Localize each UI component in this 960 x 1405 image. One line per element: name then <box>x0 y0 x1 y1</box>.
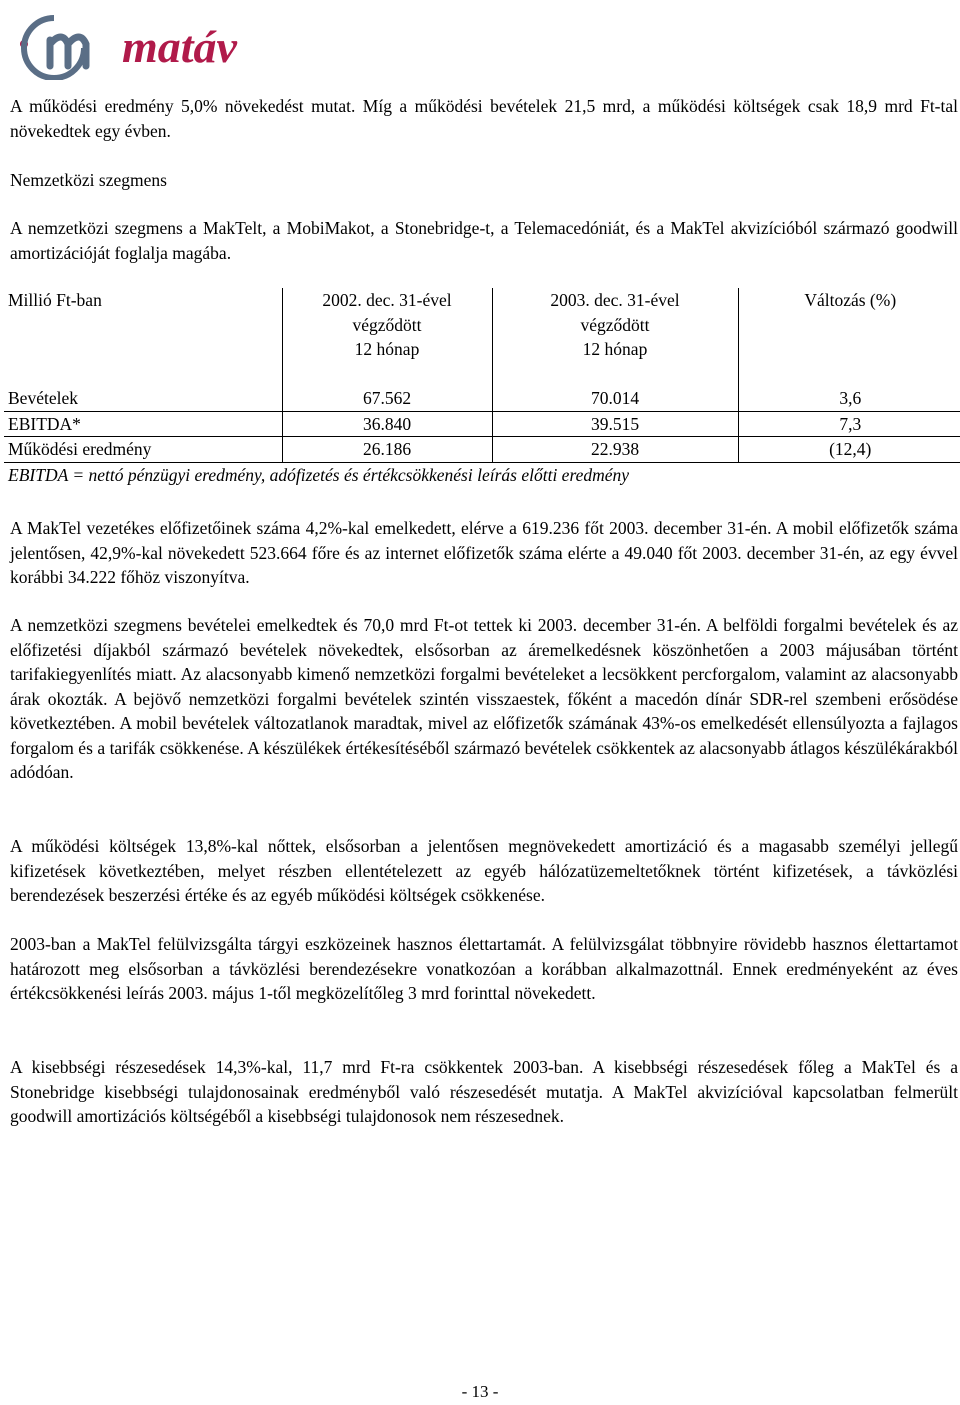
table-row <box>4 437 960 463</box>
header-2003-line1: 2003. dec. 31-ével <box>550 290 680 310</box>
row-2003: 22.938 <box>492 437 738 463</box>
minority-paragraph: A kisebbségi részesedések 14,3%-kal, 11,7 mrd Ft-ra csökkentek 2003-ban. A kisebbségi részesedések főleg a MakTel és a Stonebridge kisebbségi tulajdonosainak eredményből való részesedését mutatja. A MakTel akvizícióval kapcsolatban felmerült goodwill amortizációs költségéből a kisebbségi tulajdonosok nem részesednek. <box>10 1057 958 1126</box>
revenue-paragraph: A nemzetközi szegmens bevételei emelkedtek és 70,0 mrd Ft-ot tettek ki 2003. december 31-én. A belföldi forgalmi bevételek és az előfizetési díjakból származó bevételek növekedtek, elsősorban az áremelkedésnek köszönhetően a 2003 májusában történt tarifakiegyenlítés miatt. Az alacsonyabb kimenő nemzetközi forgalmi bevételeket a lecsökkent percforgalom, valamint az alacsonyabb árak okozták. A bejövő nemzetközi forgalmi bevételek szintén visszaestek, főként a macedón dínár SDR-rel szembeni erősödése következtében. A mobil bevételek változatlanok maradtak, mivel az előfizetők számának 43%-os emelkedését ellensúlyozta a fajlagos forgalom és a tarifák csökkenése. A készülékek értékesítéséből származó bevételek csökkentek az alacsonyabb átlagos készülékárakból adódóan. <box>10 615 958 782</box>
page-number: - 13 - <box>461 1382 499 1401</box>
row-2002: 26.186 <box>282 437 492 463</box>
header-2002-line2: végződött <box>352 314 422 335</box>
row-2003: 70.014 <box>492 386 738 411</box>
header-2002-line3: 12 hónap <box>354 339 420 359</box>
table-row <box>4 386 960 411</box>
header-2002 <box>282 288 492 362</box>
matav-logo <box>10 4 280 80</box>
table-header-row <box>4 288 960 362</box>
intro-paragraph: A működési eredmény 5,0% növekedést mutat. Míg a működési bevételek 21,5 mrd, a működési költségek csak 18,9 mrd Ft-tal növekedtek egy évben. <box>10 96 958 141</box>
header-2003-line3: 12 hónap <box>582 339 648 359</box>
costs-paragraph: A működési költségek 13,8%-kal nőttek, elsősorban a jelentősen megnövekedett amortizáció és a magasabb személyi jellegű kifizetések következtében, melyet részben ellentételezett az egyéb hálózatüzemeltetőknek történt kifizetések, a távközlési berendezések beszerzési értéke és az egyéb működési költségek csökkenése. <box>10 836 958 905</box>
header-2003-line2: végződött <box>580 314 650 335</box>
row-label: EBITDA* <box>4 411 282 437</box>
header-change: Változás (%) <box>804 290 897 310</box>
header-2002-line1: 2002. dec. 31-ével <box>322 290 452 310</box>
row-change: 7,3 <box>738 411 960 437</box>
table-row <box>4 411 960 437</box>
table-spacer-row <box>4 362 960 386</box>
row-2003: 39.515 <box>492 411 738 437</box>
row-2002: 67.562 <box>282 386 492 411</box>
header-label: Millió Ft-ban <box>4 288 282 362</box>
segment-description: A nemzetközi szegmens a MakTelt, a MobiMakot, a Stonebridge-t, a Telemacedóniát, és a MakTel akvizícióból származó goodwill amortizációját foglalja magába. <box>10 218 958 263</box>
row-label: Bevételek <box>4 386 282 411</box>
table-footnote-row <box>4 462 960 487</box>
row-change: 3,6 <box>738 386 960 411</box>
logo-wordmark: matáv <box>122 21 237 72</box>
logo-mark-icon <box>20 18 86 78</box>
table-footnote: EBITDA = nettó pénzügyi eredmény, adófizetés és értékcsökkenési leírás előtti eredmény <box>8 464 630 485</box>
row-2002: 36.840 <box>282 411 492 437</box>
useful-life-paragraph: 2003-ban a MakTel felülvizsgálta tárgyi eszközeinek hasznos élettartamát. A felülvizsgálat többnyire rövidebb hasznos élettartamot határozott meg elsősorban a távközlési berendezésekre vonatkozóan a korábban alkalmazottnál. Ennek eredményeként az éves értékcsökkenési leírás 2003. május 1-től megközelítőleg 3 mrd forinttal növekedett. <box>10 934 958 1003</box>
row-change: (12,4) <box>738 437 960 463</box>
subscribers-paragraph: A MakTel vezetékes előfizetőinek száma 4,2%-kal emelkedett, elérve a 619.236 főt 2003. december 31-én. A mobil előfizetők száma jelentősen, 42,9%-kal növekedett 523.664 főre és az internet előfizetők száma elérte a 49.040 főt 2003. december 31-én, az egy évvel korábbi 34.222 főhöz viszonyítva. <box>10 518 958 587</box>
header-2003 <box>492 288 738 362</box>
section-heading: Nemzetközi szegmens <box>10 170 167 190</box>
row-label: Működési eredmény <box>4 437 282 463</box>
financial-table <box>4 288 960 487</box>
